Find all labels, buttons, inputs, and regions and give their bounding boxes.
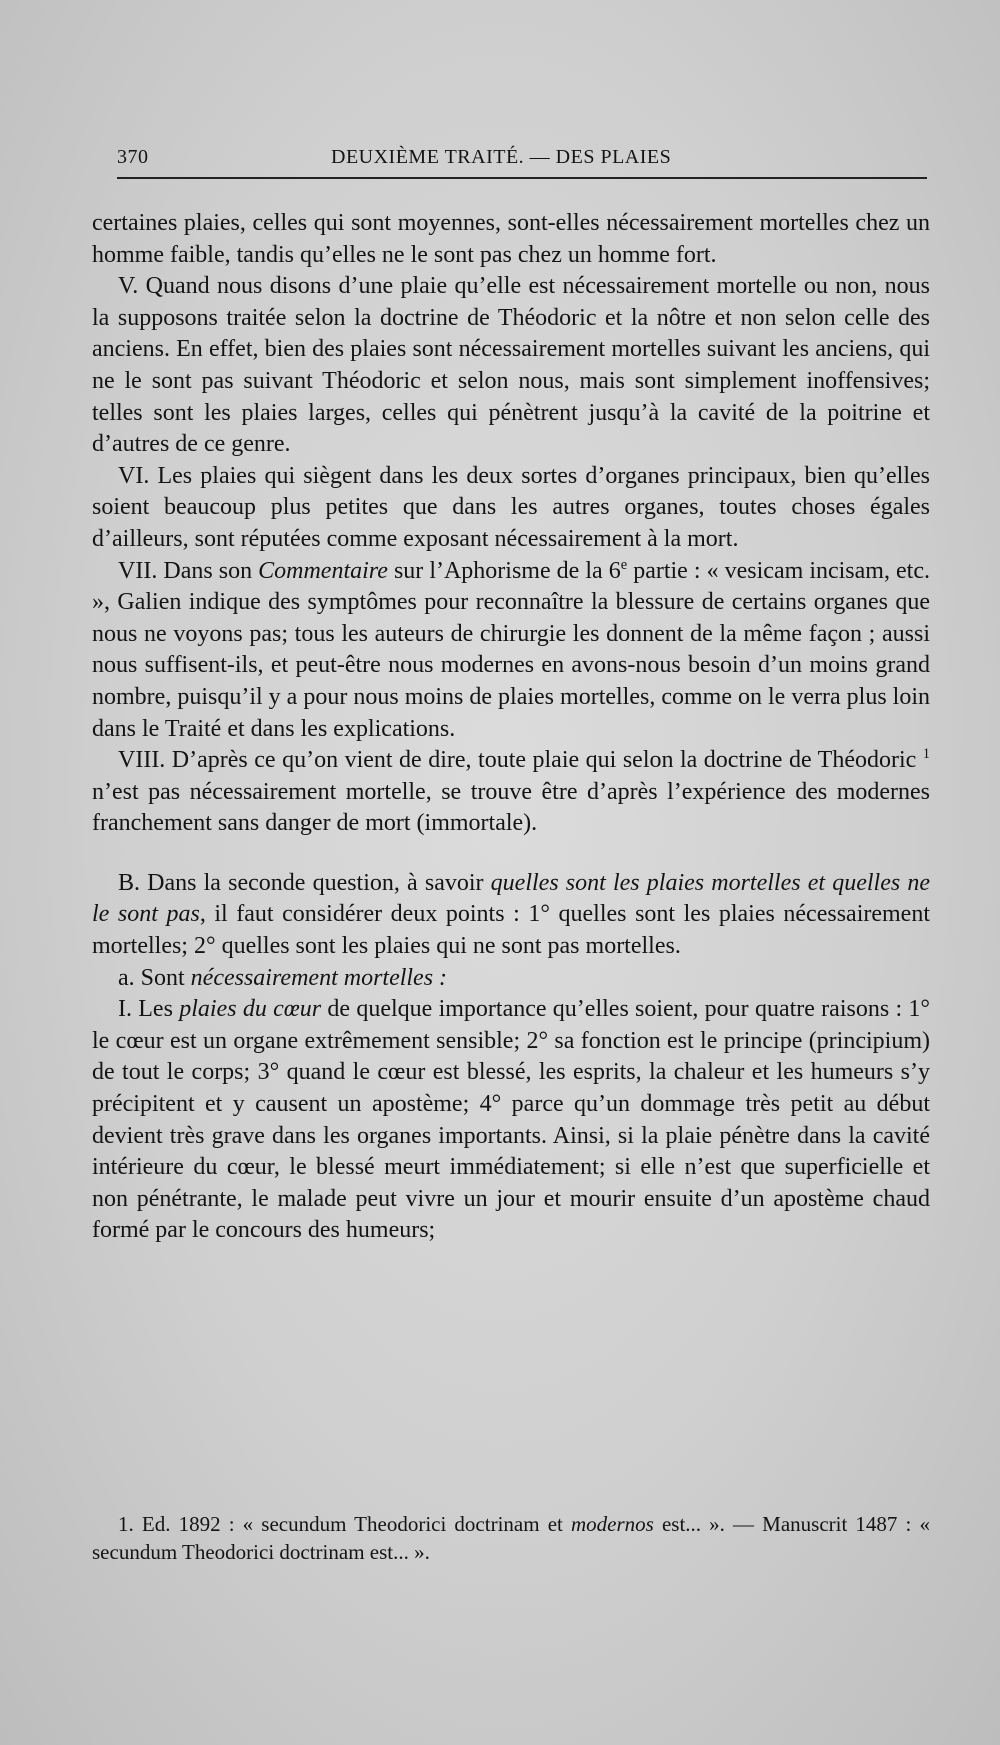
text-run: partie : « vesicam incisam, etc. », Galien indique des symptômes pour reconnaître la blessure de certains organes que nous ne voyons pas; tous les auteurs de chirurgie les donnent de la même façon ; aussi nous suffisent-ils, et peut-être nous modernes en avons-nous besoin d’un moins grand nombre, puisqu’il y a pour nous moins de plaies mortelles, comme on le verra plus loin dans le Traité et dans les explications. (92, 557, 930, 742)
text-run: B. Dans la seconde question, à savoir (118, 869, 491, 896)
italic-title: Commentaire (258, 557, 388, 584)
ordinal-superscript: e (620, 556, 628, 573)
text-run: VII. Dans son (118, 557, 259, 584)
text-run: de quelque importance qu’elles soient, pour quatre raisons : 1° le cœur est un organe extrêmement sensible; 2° sa fonction est le principe (principium) de tout le corps; 3° quand le cœur est blessé, les esprits, la chaleur et les humeurs s’y précipitent et y causent un apostème; 4° parce qu’un dommage très petit au début devient très grave dans les organes importants. Ainsi, si la plaie pénètre dans la cavité intérieure du cœur, le blessé meurt immédiatement; si elle n’est que superficielle et non pénétrante, le malade peut vivre un jour et mourir ensuite d’un apostème chaud formé par le concours des humeurs; (92, 996, 931, 1244)
text-run: 1. Ed. 1892 : « secundum Theodorici doctrinam et (118, 1512, 571, 1536)
paragraph-i (92, 994, 930, 1247)
text-run: , il faut considérer deux points : 1° quelles sont les plaies nécessairement mortelles; 2° quelles sont les plaies qui ne sont pas mortelles. (92, 901, 930, 960)
footnote-marker: 1 (922, 746, 930, 763)
text-run: I. Les (118, 996, 180, 1023)
page-number: 370 (117, 146, 149, 168)
text-run: a. Sont (118, 964, 191, 991)
running-header (117, 140, 927, 174)
running-title: DEUXIÈME TRAITÉ. — DES PLAIES (331, 146, 672, 168)
paragraph-vi: VI. Les plaies qui siègent dans les deux sortes d’organes principaux, bien qu’elles soient beaucoup plus petites que dans les autres organes, toutes choses égales d’ailleurs, sont réputées comme exposant nécessairement à la mort. (92, 462, 930, 552)
italic-term: plaies du cœur (179, 996, 322, 1023)
text-run: sur l’Aphorisme de la 6 (387, 557, 621, 584)
paragraph-a (92, 963, 930, 995)
main-text (92, 208, 930, 1247)
paragraph-b (92, 868, 930, 963)
text-run: est... ». — Manuscrit 1487 : « secundum Theodorici doctrinam est... ». (92, 1512, 931, 1564)
paragraph-continuation: certaines plaies, celles qui sont moyennes, sont-elles nécessairement mortelles chez un homme faible, tandis qu’elles ne le sont pas chez un homme fort. (92, 210, 930, 268)
italic-word: modernos (570, 1512, 654, 1536)
paragraph-viii (92, 745, 930, 840)
section-gap (92, 840, 930, 868)
text-run: n’est pas nécessairement mortelle, se trouve être d’après l’expérience des modernes franchement sans danger de mort (immortale). (92, 778, 930, 837)
text-run: VIII. D’après ce qu’on vient de dire, toute plaie qui selon la doctrine de Théodoric (118, 747, 923, 774)
italic-heading: nécessairement mortelles : (190, 964, 448, 991)
italic-question: quelles sont les plaies mortelles et quelles ne le sont pas (92, 869, 931, 928)
footnote-text (92, 1510, 930, 1566)
paragraph-vii (92, 556, 930, 746)
paragraph-v: V. Quand nous disons d’une plaie qu’elle est nécessairement mortelle ou non, nous la supposons traitée selon la doctrine de Théodoric et la nôtre et non selon celle des anciens. En effet, bien des plaies sont nécessairement mortelles suivant les anciens, qui ne le sont pas suivant Théodoric et selon nous, mais sont simplement inoffensives; telles sont les plaies larges, celles qui pénètrent jusqu’à la cavité de la poitrine et d’autres de ce genre. (92, 273, 930, 458)
footnote (92, 1510, 930, 1566)
header-rule (117, 177, 927, 179)
